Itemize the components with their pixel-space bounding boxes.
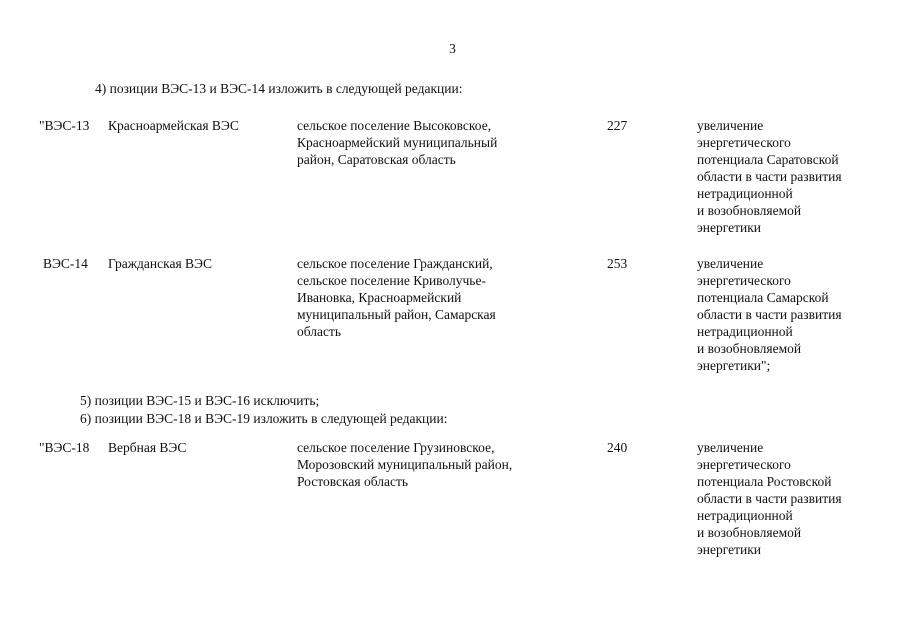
row-name: Вербная ВЭС <box>108 440 187 455</box>
row-power: 227 <box>607 118 628 133</box>
row-location: сельское поселение Высоковское, Красноармейский муниципальный район, Саратовская область <box>297 118 498 167</box>
row-code: "ВЭС-13 <box>39 118 90 133</box>
table-row <box>0 117 905 237</box>
row-purpose: увеличение энергетического потенциала Саратовской области в части развития нетрадиционной и возобновляемой энергетики <box>697 118 842 235</box>
row-location: сельское поселение Грузиновское, Морозовский муниципальный район, Ростовская область <box>297 440 513 489</box>
page-number: 3 <box>449 41 456 56</box>
table-row <box>0 255 905 375</box>
row-name: Гражданская ВЭС <box>108 256 212 271</box>
row-code: ВЭС-14 <box>43 256 88 271</box>
instruction-item-4: 4) позиции ВЭС-13 и ВЭС-14 изложить в следующей редакции: <box>95 81 463 96</box>
row-purpose: увеличение энергетического потенциала Ростовской области в части развития нетрадиционной и возобновляемой энергетики <box>697 440 842 557</box>
instruction-item-5: 5) позиции ВЭС-15 и ВЭС-16 исключить; <box>80 393 320 408</box>
row-name: Красноармейская ВЭС <box>108 118 239 133</box>
instruction-item-6: 6) позиции ВЭС-18 и ВЭС-19 изложить в следующей редакции: <box>80 411 448 426</box>
row-power: 240 <box>607 440 628 455</box>
row-purpose: увеличение энергетического потенциала Самарской области в части развития нетрадиционной и возобновляемой энергетики"; <box>697 256 842 373</box>
row-power: 253 <box>607 256 628 271</box>
table-row <box>0 439 905 559</box>
row-location: сельское поселение Гражданский, сельское поселение Криволучье- Ивановка, Красноармейский муниципальный район, Самарская область <box>297 256 496 339</box>
row-code: "ВЭС-18 <box>39 440 90 455</box>
